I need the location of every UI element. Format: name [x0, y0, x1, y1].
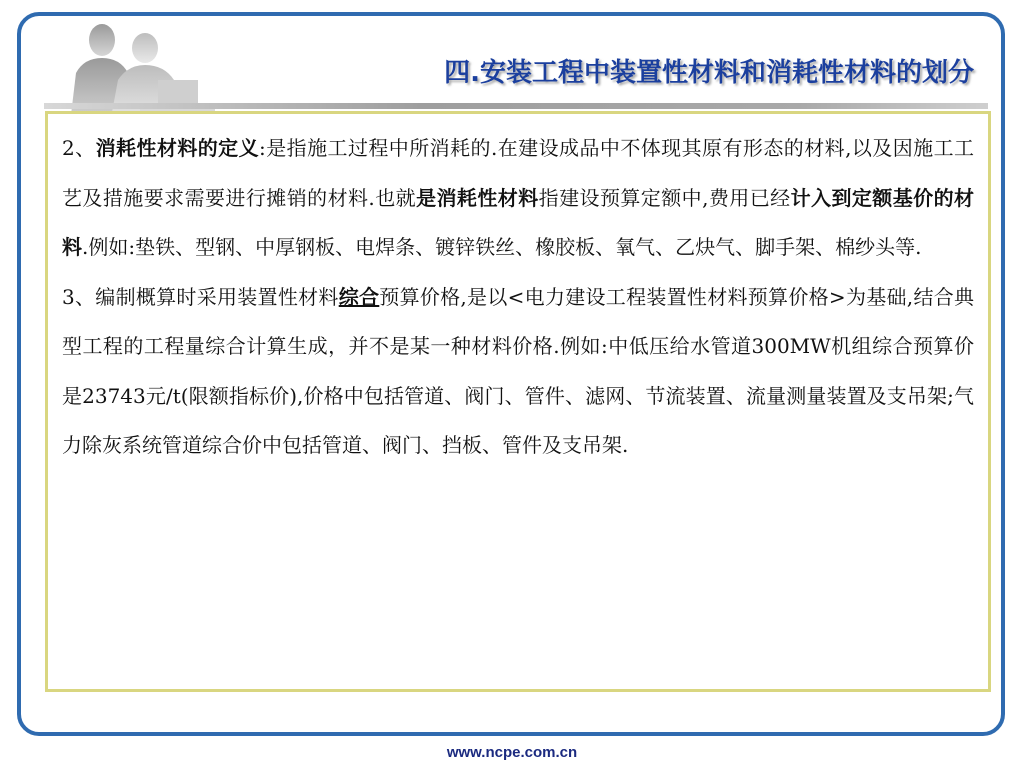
p2-definition-c: .例如:垫铁、型钢、中厚钢板、电焊条、镀锌铁丝、橡胶板、氧气、乙炔气、脚手架、棉纱头等.	[82, 235, 922, 259]
p3-text-b: 预算价格,是以<电力建设工程装置性材料预算价格>为基础,结合典型工程的工程量综合计算生成，并不是某一种材料价格.例如:中低压给水管道300MW机组综合预算价是23743元/t(限额指标价),价格中包括管道、阀门、管件、滤网、节流装置、流量测量装置及支吊架;气力除灰系统管道综合价中包括管道、阀门、挡板、管件及支吊架.	[62, 284, 975, 457]
footer-url: www.ncpe.com.cn	[446, 744, 578, 761]
p2-bold-b: 计入到定额基价的材料	[62, 185, 975, 259]
p3-underlined: 综合	[338, 284, 380, 309]
p2-bold-a: 是消耗性材料	[416, 185, 539, 210]
title-divider	[44, 103, 988, 109]
slide-title: 四.安装工程中装置性材料和消耗性材料的划分	[444, 58, 974, 88]
p3-text-a: 3、编制概算时采用装置性材料	[62, 284, 339, 309]
paragraph-2	[62, 124, 974, 273]
p2-definition-a: :是指施工过程中所消耗的.在建设成品中不体现其原有形态的材料,以及因施工工艺及措施要求需要进行摊销的材料.也就	[62, 136, 975, 210]
content-box	[45, 111, 991, 692]
paragraph-3	[62, 273, 974, 471]
p2-number: 2、	[62, 136, 96, 160]
p2-definition-b: 指建设预算定额中,费用已经	[538, 185, 791, 210]
p2-term: 消耗性材料的定义	[95, 136, 260, 160]
